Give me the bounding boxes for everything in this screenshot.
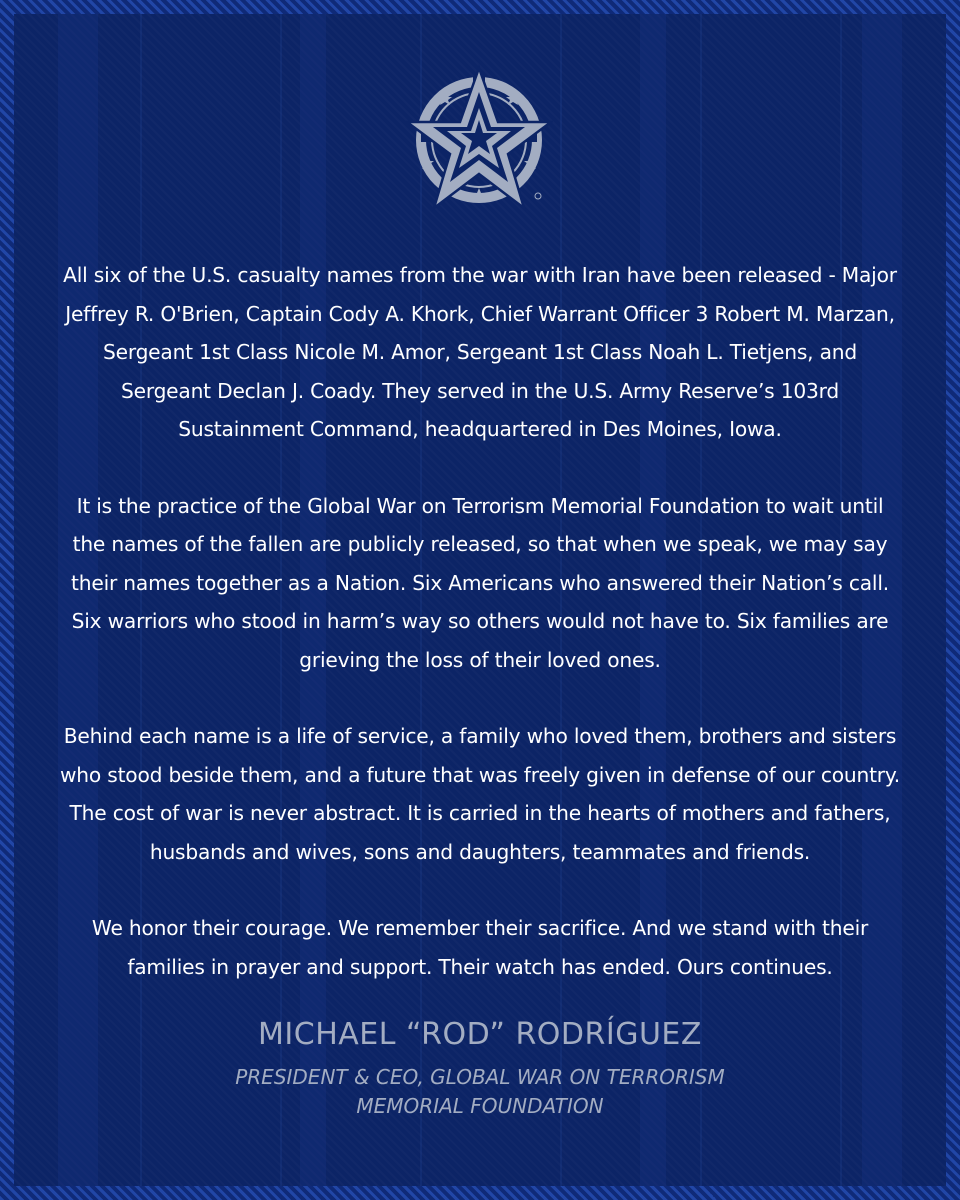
paragraph-foundation-practice: It is the practice of the Global War on Terrorism Memorial Foundation to wait until the names of the fallen are publicly released, so that when we speak, we may say their names together as a Nation. Six Americans who answered their Nation’s call. Six warriors who stood in harm’s way so others would not have to. Six families are grieving the loss of their loved ones.	[71, 493, 889, 672]
signatory-title-line1: PRESIDENT & CEO, GLOBAL WAR ON TERRORISM	[235, 1065, 725, 1089]
paragraph-casualty-names: All six of the U.S. casualty names from the war with Iran have been released - Major Jeffrey R. O'Brien, Captain Cody A. Khork, Chief Warrant Officer 3 Robert M. Marzan, Sergeant 1st Class Nicole M. Amor, Sergeant 1st Class Noah L. Tietjens, and Sergeant Declan J. Coady. They served in the U.S. Army Reserve’s 103rd Sustainment Command, headquartered in Des Moines, Iowa.	[63, 263, 897, 441]
signatory-title-line2: MEMORIAL FOUNDATION	[356, 1094, 604, 1118]
paragraph-cost-of-war: Behind each name is a life of service, a family who loved them, brothers and sisters who stood beside them, and a future that was freely given in defense of our country. The cost of war is never abstract. It is carried in the hearts of mothers and fathers, husbands and wives, sons and daughters, teammates and friends.	[60, 724, 900, 864]
statement-body	[60, 256, 900, 1024]
paragraph-honor: We honor their courage. We remember their sacrifice. And we stand with their families in prayer and support. Their watch has ended. Ours continues.	[91, 916, 869, 979]
signature-block	[60, 1016, 900, 1121]
star-emblem-icon	[405, 64, 553, 212]
signatory-name: MICHAEL “ROD” RODRÍGUEZ	[258, 1017, 702, 1052]
